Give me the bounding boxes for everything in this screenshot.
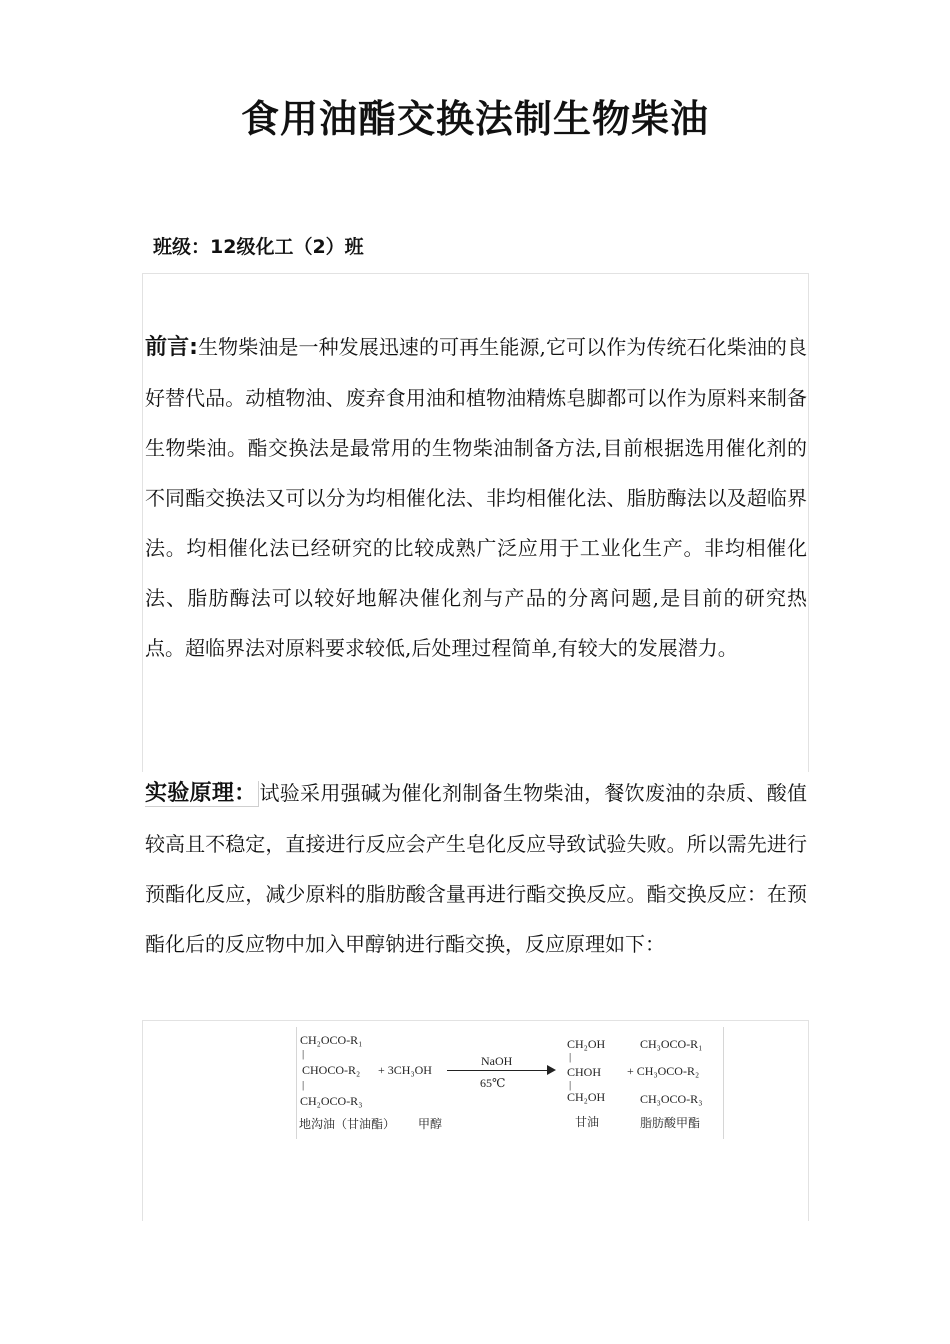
reaction-equation (296, 1027, 724, 1139)
principle-paragraph (145, 768, 807, 969)
label-fatty-acid-methyl-ester: 脂肪酸甲酯 (640, 1116, 701, 1130)
reactant-methanol: + 3CH₃OH (378, 1063, 432, 1077)
intro-body: 生物柴油是一种发展迅速的可再生能源,它可以作为传统石化柴油的良好替代品。动植物油、废弃食用油和植物油精炼皂脚都可以作为原料来制备生物柴油。酯交换法是最常用的生物柴油制备方法,目前根据选用催化剂的不同酯交换法又可以分为均相催化法、非均相催化法、脂肪酶法以及超临界法。均相催化法已经研究的比较成熟广泛应用于工业化生产。非均相催化法、脂肪酶法可以较好地解决催化剂与产品的分离问题,是目前的研究热点。超临界法对原料要求较低,后处理过程简单,有较大的发展潜力。 (145, 335, 807, 660)
reaction-arrow (447, 1070, 551, 1071)
reaction-temperature: 65℃ (480, 1076, 506, 1090)
intro-paragraph (145, 322, 807, 673)
reactant-ch2oco-r1: CH₂OCO-R₁ (300, 1033, 363, 1047)
principle-heading: 实验原理： (145, 781, 259, 807)
principle-body: 试验采用强碱为催化剂制备生物柴油，餐饮废油的杂质、酸值较高且不稳定，直接进行反应会产生皂化反应导致试验失败。所以需先进行预酯化反应，减少原料的脂肪酸含量再进行酯交换反应。酯交换反应：在预酯化后的反应物中加入甲醇钠进行酯交换，反应原理如下： (145, 781, 807, 956)
product-ester-r3: CH₃OCO-R₃ (640, 1092, 703, 1106)
class-line: 班级：12级化工（2）班 (153, 236, 364, 258)
product-choh: CHOH (567, 1065, 602, 1079)
bond-line: | (569, 1051, 572, 1063)
label-glycerol: 甘油 (575, 1115, 600, 1129)
arrow-head-icon (547, 1065, 556, 1075)
catalyst-naoh: NaOH (481, 1054, 513, 1068)
bond-line: | (569, 1079, 572, 1091)
product-ch2oh-top: CH₂OH (567, 1037, 606, 1051)
bond-line: | (302, 1048, 305, 1060)
product-ester-r1: CH₃OCO-R₁ (640, 1037, 703, 1051)
product-ch2oh-bottom: CH₂OH (567, 1090, 606, 1104)
label-methanol: 甲醇 (418, 1117, 443, 1131)
intro-heading: 前言: (145, 335, 198, 360)
document-title: 食用油酯交换法制生物柴油 (240, 97, 709, 141)
reactant-choco-r2: CHOCO-R₂ (302, 1063, 361, 1077)
bond-line: | (302, 1079, 305, 1091)
reactant-ch2oco-r3: CH₂OCO-R₃ (300, 1094, 363, 1108)
product-ester-r2: + CH₃OCO-R₂ (627, 1064, 700, 1078)
label-waste-oil: 地沟油（甘油酯） (299, 1117, 396, 1131)
